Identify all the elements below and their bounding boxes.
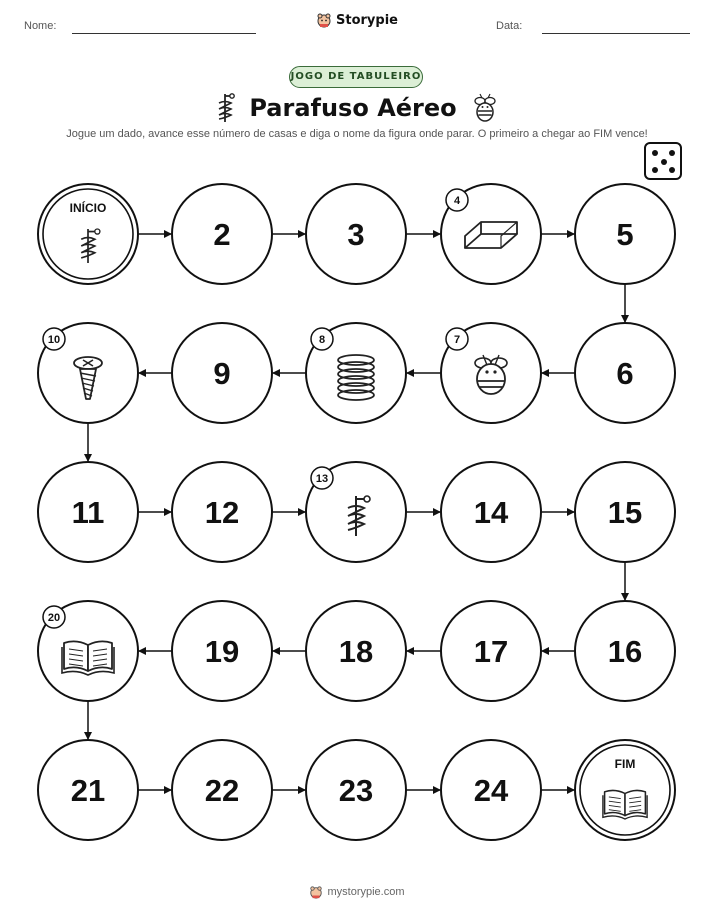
space-number: 13: [315, 473, 329, 485]
start-label: INÍCIO: [69, 201, 107, 215]
storypie-mascot-icon: [309, 885, 323, 899]
name-label: Nome:: [24, 20, 57, 32]
board-space-10: [38, 323, 138, 423]
board-space-5: [575, 184, 675, 284]
board-space-9: [172, 323, 272, 423]
space-number: 18: [338, 634, 374, 669]
space-number: 15: [607, 495, 643, 530]
footer-url: mystorypie.com: [327, 886, 405, 898]
space-number: 19: [204, 634, 240, 669]
board-space-13: [306, 462, 406, 562]
space-number: 5: [616, 217, 634, 252]
board-space-20: [38, 601, 138, 701]
board-space-12: [172, 462, 272, 562]
board-space-2: [172, 184, 272, 284]
page-title: Parafuso Aéreo: [249, 94, 457, 122]
space-number: 16: [607, 634, 643, 669]
game-type-badge: JOGO DE TABULEIRO: [289, 66, 423, 88]
board-space-11: [38, 462, 138, 562]
board-space-3: [306, 184, 406, 284]
board-space-25: [575, 740, 675, 840]
board-space-24: [441, 740, 541, 840]
space-number: 24: [473, 773, 509, 808]
board-space-23: [306, 740, 406, 840]
space-number: 4: [453, 195, 461, 207]
space-number: 22: [204, 773, 240, 808]
space-number: 14: [473, 495, 509, 530]
space-circle: [575, 740, 675, 840]
space-number: 10: [47, 334, 61, 346]
date-label: Data:: [496, 20, 523, 32]
space-number: 3: [347, 217, 365, 252]
board-space-19: [172, 601, 272, 701]
end-label: FIM: [614, 757, 636, 771]
board-space-15: [575, 462, 675, 562]
space-number: 6: [616, 356, 634, 391]
board-space-4: [441, 184, 541, 284]
board-space-16: [575, 601, 675, 701]
space-number: 12: [204, 495, 240, 530]
board-space-18: [306, 601, 406, 701]
board-space-8: [306, 323, 406, 423]
brand-name: Storypie: [336, 12, 398, 28]
board-space-14: [441, 462, 541, 562]
board-space-22: [172, 740, 272, 840]
space-number: 20: [47, 612, 61, 624]
instructions-text: Jogue um dado, avance esse número de casas e diga o nome da figura onde parar. O primeiro a chegar ao FIM vence!: [66, 128, 648, 140]
space-number: 2: [213, 217, 231, 252]
space-number: 11: [71, 495, 105, 530]
bee-icon: [475, 355, 507, 394]
board-space-6: [575, 323, 675, 423]
space-number: 9: [213, 356, 231, 391]
space-number: 8: [318, 334, 326, 346]
board-space-7: [441, 323, 541, 423]
board-spaces: [38, 184, 675, 840]
space-number: 21: [70, 773, 106, 808]
footer: [0, 885, 714, 899]
space-number: 17: [473, 634, 509, 669]
space-number: 23: [338, 773, 374, 808]
board-space-17: [441, 601, 541, 701]
board-space-21: [38, 740, 138, 840]
board-space-1: [38, 184, 138, 284]
space-number: 7: [453, 334, 461, 346]
